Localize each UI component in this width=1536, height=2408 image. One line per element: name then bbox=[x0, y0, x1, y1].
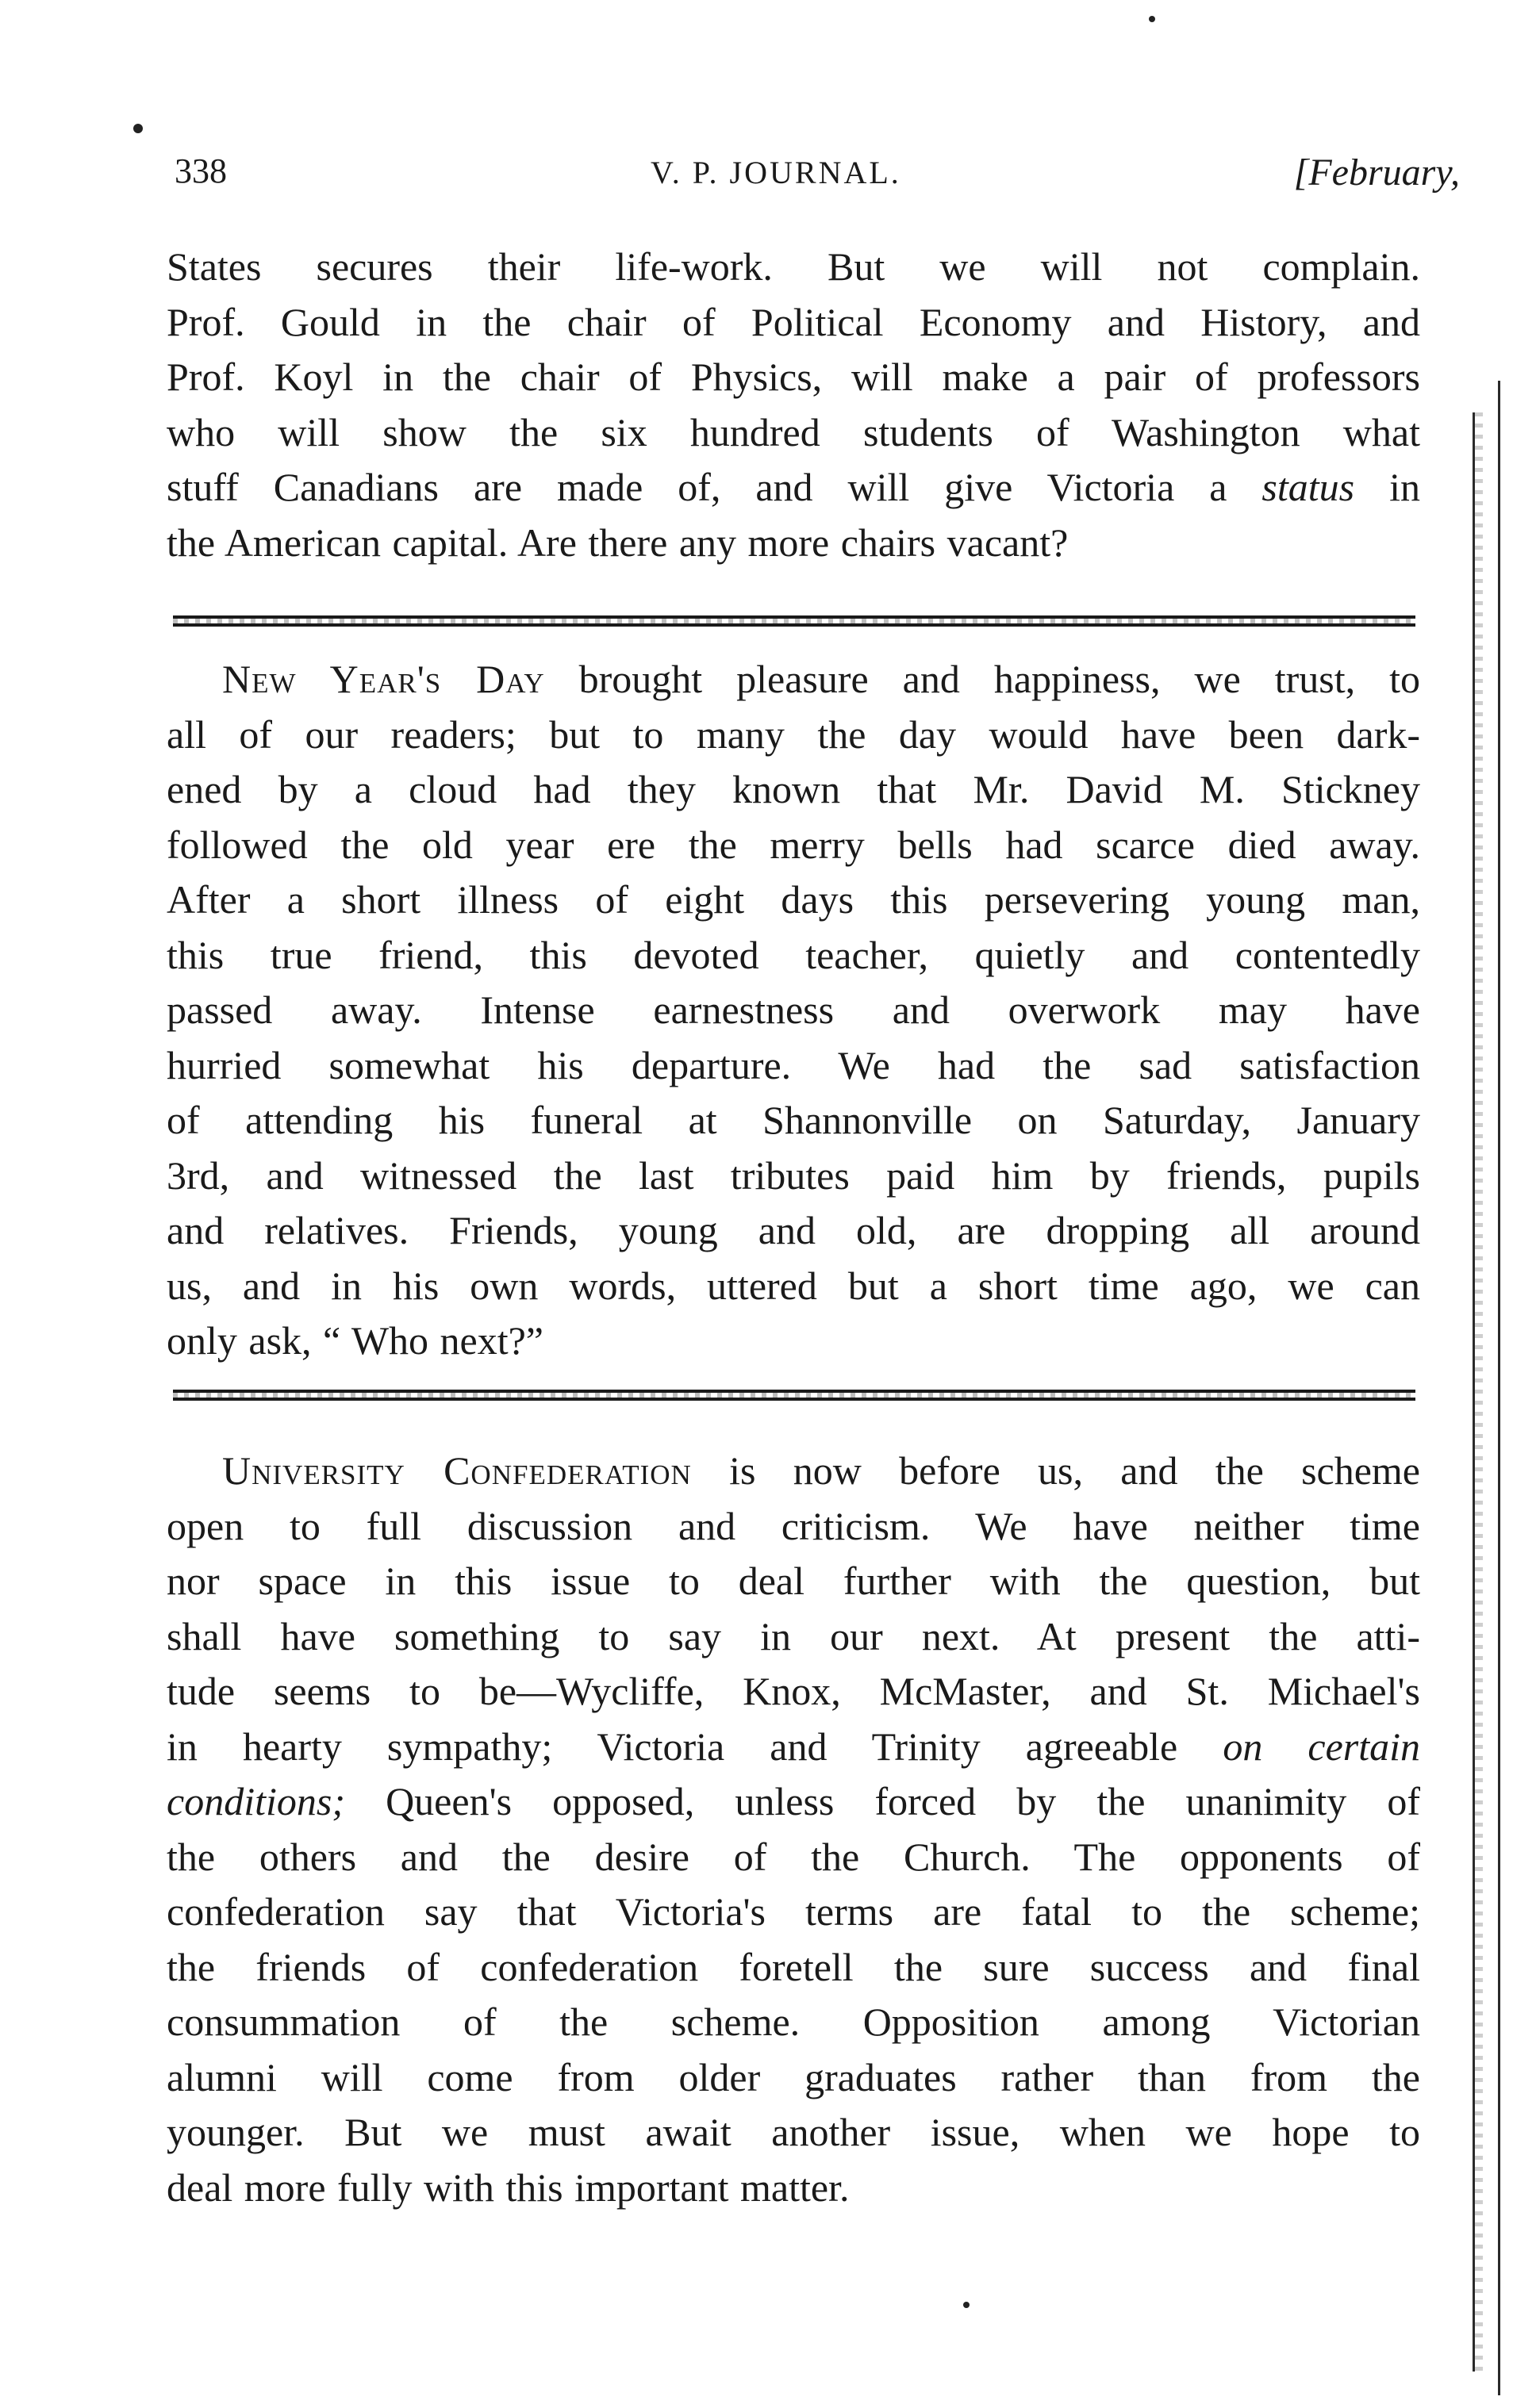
text-run: brought pleasure and happiness, we trust, to bbox=[578, 657, 1420, 701]
text-line bbox=[167, 652, 1420, 707]
text-line: the American capital. Are there any more chairs vacant? bbox=[167, 520, 1069, 565]
text-line: consummation of the scheme. Opposition among Victorian bbox=[167, 2000, 1420, 2044]
page-number: 338 bbox=[175, 151, 227, 190]
text-run: in hearty sympathy; Victoria and Trinity agreeable bbox=[167, 1724, 1178, 1769]
ink-speck bbox=[963, 2302, 970, 2308]
text-run: in bbox=[1389, 465, 1421, 509]
text-line: hurried somewhat his departure. We had the sad satisfaction bbox=[167, 1042, 1420, 1087]
text-line: confederation say that Victoria's terms are fatal to the scheme; bbox=[167, 1889, 1420, 1934]
text-line: alumni will come from older graduates rather than from the bbox=[167, 2054, 1420, 2099]
running-month: [February, bbox=[1293, 151, 1460, 194]
text-run: is now before us, and the scheme bbox=[729, 1448, 1421, 1493]
text-line: this true friend, this devoted teacher, quietly and contentedly bbox=[167, 932, 1420, 977]
text-line: ened by a cloud had they known that Mr. David M. Stickney bbox=[167, 767, 1420, 811]
text-line: deal more fully with this important matter. bbox=[167, 2165, 850, 2210]
text-line: the others and the desire of the Church. The opponents of bbox=[167, 1834, 1420, 1879]
paragraph-chairs bbox=[167, 240, 1420, 570]
text-line: After a short illness of eight days this persevering young man, bbox=[167, 877, 1420, 922]
italic-on-certain: on certain bbox=[1223, 1724, 1421, 1769]
text-line bbox=[167, 1774, 1420, 1830]
running-title: V. P. JOURNAL. bbox=[651, 155, 901, 190]
page-header bbox=[175, 151, 1460, 206]
text-line: all of our readers; but to many the day would have been dark- bbox=[167, 711, 1420, 757]
lead-in-university-confederation: University Confederation bbox=[222, 1448, 692, 1493]
section-divider bbox=[173, 615, 1415, 627]
text-line: nor space in this issue to deal further with the question, but bbox=[167, 1559, 1420, 1603]
italic-conditions: conditions; bbox=[167, 1779, 345, 1823]
text-line: of attending his funeral at Shannonville on Saturday, January bbox=[167, 1098, 1420, 1142]
text-line: followed the old year ere the merry bells had scarce died away. bbox=[167, 822, 1420, 867]
text-line: and relatives. Friends, young and old, are dropping all around bbox=[167, 1208, 1420, 1252]
page-edge-shadow bbox=[1473, 412, 1483, 2372]
text-line: Prof. Gould in the chair of Political Economy and History, and bbox=[167, 299, 1420, 344]
text-line: States secures their life-work. But we will not complain. bbox=[167, 244, 1420, 289]
text-line bbox=[167, 1720, 1420, 1775]
text-run: stuff Canadians are made of, and will give Victoria a bbox=[167, 465, 1227, 509]
paragraph-university-confederation bbox=[167, 1444, 1420, 2215]
text-line: tude seems to be—Wycliffe, Knox, McMaster, and St. Michael's bbox=[167, 1669, 1420, 1713]
text-line: only ask, “ Who next?” bbox=[167, 1318, 543, 1363]
text-line: open to full discussion and criticism. We have neither time bbox=[167, 1503, 1420, 1548]
text-line: 3rd, and witnessed the last tributes paid him by friends, pupils bbox=[167, 1152, 1420, 1198]
section-divider bbox=[173, 1390, 1415, 1401]
page-edge-line bbox=[1492, 381, 1500, 2395]
ink-speck bbox=[1149, 16, 1155, 22]
text-line: Prof. Koyl in the chair of Physics, will make a pair of professors bbox=[167, 355, 1420, 399]
text-line: the friends of confederation foretell the sure success and final bbox=[167, 1944, 1420, 1989]
text-line: younger. But we must await another issue, when we hope to bbox=[167, 2110, 1420, 2154]
text-line: shall have something to say in our next. At present the atti- bbox=[167, 1613, 1420, 1658]
text-line: passed away. Intense earnestness and overwork may have bbox=[167, 987, 1420, 1032]
text-line bbox=[167, 460, 1420, 516]
italic-status: status bbox=[1261, 465, 1355, 509]
text-line: who will show the six hundred students of Washington what bbox=[167, 409, 1420, 454]
lead-in-new-years-day: New Year's Day bbox=[222, 657, 545, 701]
text-line bbox=[167, 1444, 1420, 1499]
text-line: us, and in his own words, uttered but a short time ago, we can bbox=[167, 1263, 1420, 1308]
ink-speck bbox=[133, 124, 143, 133]
text-run: Queen's opposed, unless forced by the unanimity of bbox=[386, 1779, 1420, 1823]
paragraph-new-years-day bbox=[167, 652, 1420, 1369]
